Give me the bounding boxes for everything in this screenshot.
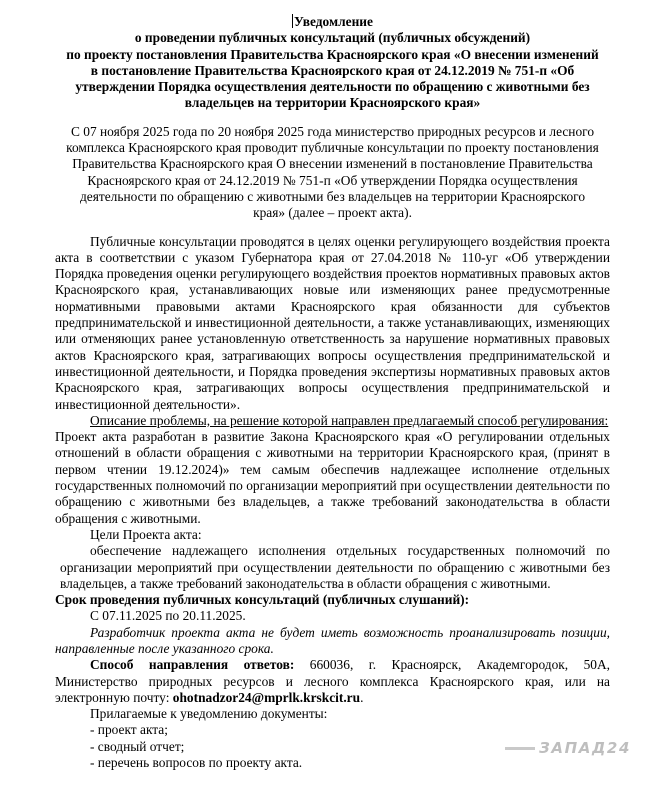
notice-document bbox=[55, 14, 610, 771]
goals-text: обеспечение надлежащего исполнения отдельных государственных полномочий по организации мероприятий при осуществлении деятельности по обращению с животными без владельцев, а также требований законодательства в области обращения с животными. bbox=[60, 543, 610, 591]
attachment-item: - сводный отчет; bbox=[90, 738, 185, 754]
response-method: Способ направления ответов: 660036, г. Красноярск, Академгородок, 50А, Министерство природных ресурсов и лесного комплекса Красноярского края, или на электронную почту: ohotnadzor24@mprlk.krskcit.ru. bbox=[55, 657, 610, 705]
intro-line: С 07 ноября 2025 года по 20 ноября 2025 года министерство природных ресурсов и лесного bbox=[70, 123, 595, 139]
intro-paragraph bbox=[55, 124, 610, 222]
intro-line: края» (далее – проект акта). bbox=[253, 205, 412, 221]
problem-heading: Описание проблемы, на решение которой направлен предлагаемый способ регулирования: bbox=[90, 412, 609, 428]
header-line: по проекту постановления Правительства Красноярского края «О внесении изменений bbox=[66, 46, 599, 62]
watermark-logo: ЗАПАД24 bbox=[505, 740, 631, 756]
watermark-bar-icon bbox=[505, 747, 535, 750]
problem-text: Проект акта разработан в развитие Закона Красноярского края «О регулировании отдельных отношений в области обращения с животными на территории Красноярского края, (принят в первом чтении 19.12.2024)» тем самым обеспечив надлежащее исполнение отдельных государственных полномочий по организации мероприятий при осуществлении деятельности по обращению с животными без владельцев, а также требований законодательства в области обращения с животными. bbox=[55, 429, 610, 526]
header-line: в постановление Правительства Красноярского края от 24.12.2019 № 751-п «Об bbox=[90, 62, 575, 78]
attachment-item: - перечень вопросов по проекту акта. bbox=[90, 755, 303, 771]
text-cursor bbox=[292, 14, 293, 28]
header-line: утверждении Порядка осуществления деятельности по обращению с животными без bbox=[75, 79, 590, 95]
intro-line: Правительства Красноярского края О внесении изменений в постановление Правительства bbox=[72, 156, 593, 172]
attachments-heading: Прилагаемые к уведомлению документы: bbox=[90, 706, 328, 722]
intro-line: Красноярского края от 24.12.2019 № 751-п «Об утверждении Порядка осуществления bbox=[87, 172, 578, 188]
intro-line: комплекса Красноярского края проводит публичные консультации по проекту постановления bbox=[66, 140, 599, 156]
attachment-item: - проект акта; bbox=[90, 722, 168, 738]
header-line: о проведении публичных консультаций (публичных обсуждений) bbox=[134, 30, 531, 46]
goals-heading: Цели Проекта акта: bbox=[90, 526, 202, 542]
purpose-paragraph: Публичные консультации проводятся в целях оценки регулирующего воздействия проекта акта в соответствии с указом Губернатора края от 27.04.2018 № 110-уг «Об утверждении Порядка проведения оценки регулирующего воздействия проектов нормативных правовых актов Красноярского края, устанавливающих новые или изменяющих ранее предусмотренные нормативными правовыми актами Красноярского края обязанности для субъектов предпринимательской и инвестиционной деятельности, а также устанавливающих, изменяющих или отменяющих ранее установленную ответственность за нарушение нормативных правовых актов Красноярского края, затрагивающих вопросы осуществления предпринимательской и инвестиционной деятельности, и Порядка проведения экспертизы нормативных правовых актов Красноярского края, затрагивающих вопросы осуществления предпринимательской и инвестиционной деятельности». bbox=[55, 233, 610, 412]
term-heading: Срок проведения публичных консультаций (публичных слушаний): bbox=[55, 592, 470, 608]
method-label: Способ направления ответов: bbox=[90, 657, 295, 673]
header-line: владельцев на территории Красноярского края» bbox=[184, 95, 481, 111]
method-text: 660036, г. Красноярск, Академгородок, 50А, Министерство природных ресурсов и лесного комплекса Красноярского края, или на электронную почту: bbox=[55, 657, 610, 705]
intro-line: деятельности по обращению с животными без владельцев на территории Красноярского bbox=[79, 188, 586, 204]
notice-header bbox=[55, 14, 610, 112]
contact-email[interactable]: ohotnadzor24@mprlk.krskcit.ru bbox=[172, 689, 361, 705]
term-value: С 07.11.2025 по 20.11.2025. bbox=[90, 608, 246, 624]
notice-title: Уведомление bbox=[294, 14, 373, 29]
term-note: Разработчик проекта акта не будет иметь возможность проанализировать позиции, направленные после указанного срока. bbox=[55, 624, 610, 656]
